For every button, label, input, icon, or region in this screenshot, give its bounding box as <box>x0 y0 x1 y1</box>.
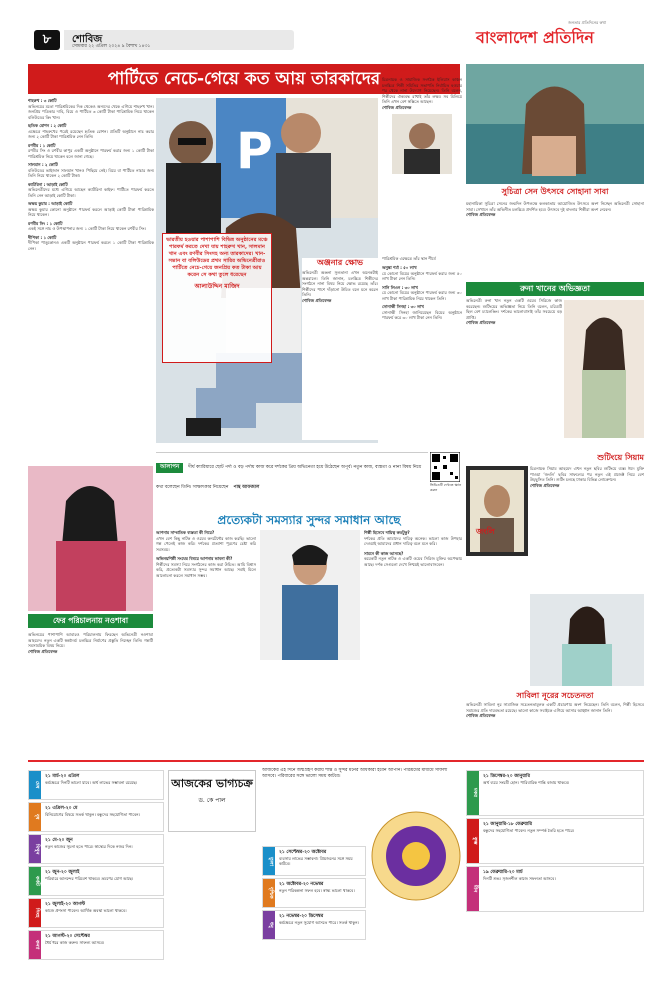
zodiac-sign-text: নতুন কাজের সূচনা হতে পারে। স্বাস্থ্যের দিকে নজর দিন। <box>45 844 133 849</box>
zodiac-sign-box <box>466 866 644 912</box>
nawshaba-photo <box>28 466 153 611</box>
zodiac-sign-name: কুম্ভ <box>467 819 479 863</box>
lead-right-item-text: সোনাক্ষী সিনহা জানিয়েছেন বিয়ের অনুষ্ঠানে পারফর্ম করে ৩০ লাখ টাকা নেন তিনি। <box>382 309 462 320</box>
interview-a2: শিল্পীদের সমস্যা নিয়ে সংগঠনের কাজ করা উচিত। আমি বিশ্বাস করি, প্রত্যেকটা সমস্যার সুন্দর সমাধান আছে। সবাই মিলে আলোচনা করলে সমাধান সম্ভব। <box>156 561 256 578</box>
interview-intro-text: দীর্ঘ ক্যারিয়ারে ছোট পর্দা ও বড় পর্দায় কাজ করে দর্শকের প্রিয় অভিনেতা হয়ে উঠেছেন অপূর্ব। নতুন কাজ, ব্যস্ততা ও নানা বিষয় নিয়ে কথা বলেছেন তিনি। সাক্ষাৎকার নিয়েছেন <box>156 465 422 490</box>
page-number-badge <box>34 30 60 50</box>
interview-q2: অভিনয়শিল্পী সংঘের বিষয়ে আপনার ভাবনা কী? <box>156 556 233 561</box>
siam-poster-title: জংলি <box>476 527 495 536</box>
zodiac-sign-box <box>262 910 366 940</box>
nawshaba-credit: শোবিজ প্রতিবেদক <box>28 648 58 654</box>
sabila-story <box>466 702 644 754</box>
lead-right-item-label: সোনাক্ষী সিনহা : ৩০ লাখ <box>382 304 424 309</box>
masthead-logo <box>476 20 646 54</box>
lead-item-text: অভিনেত্রীদের মধ্যে এগিয়ে আছেন ক্যাটরিনা কাইফ। পার্টিতে পারফর্ম করতে তিনি নেন আড়াই কোটি টাকা। <box>28 187 154 198</box>
zodiac-sign-text: অর্থ ব্যয়ে সংযমী হোন। পারিবারিক শান্তি বজায় থাকবে। <box>483 780 570 785</box>
interview-q4: সামনে কী কাজ আসছে? <box>364 550 404 556</box>
suchitra-photo <box>466 64 644 184</box>
zodiac-sign-box <box>262 878 366 908</box>
lead-item <box>28 143 154 160</box>
zodiac-sign-name: মিথুন <box>29 835 41 863</box>
section-tab <box>64 30 294 50</box>
interview-intro <box>156 452 428 514</box>
lead-item-label: সালমান : ২ কোটি <box>28 162 58 167</box>
anjana-credit: শোবিজ প্রতিবেদক <box>302 297 332 303</box>
lead-item-label: অক্ষয় কুমার : আড়াই কোটি <box>28 201 73 206</box>
interview-a1: এখন বেশ কিছু নাটক ও ওয়েব কনটেন্টের কাজ করছি। ভালো গল্প পেলেই কাজ করি। দর্শকের প্রত্যাশা পূরণের চেষ্টা করি সবসময়। <box>156 535 256 552</box>
zodiac-sign-text: কাজে প্রশংসা পাবেন। আর্থিক অবস্থা ভালো থাকবে। <box>45 908 127 913</box>
ilias-photo <box>392 114 452 174</box>
zodiac-sign-text: কর্মক্ষেত্রে নতুন সুযোগ আসতে পারে। সতর্ক থাকুন। <box>279 920 359 925</box>
lead-right-items <box>382 265 462 321</box>
lead-byline: আলাউদ্দিন মাজিদ <box>194 283 240 290</box>
section-name: শোবিজ <box>72 34 103 45</box>
lead-right-item-label: সানি লিওন : ৩০ লাখ <box>382 284 418 290</box>
zodiac-sign-date: ২১ জুন-২০ জুলাই <box>45 870 80 875</box>
interview-col-3 <box>364 530 462 754</box>
lead-right-column <box>382 256 462 441</box>
siam-credit: শোবিজ প্রতিবেদক <box>530 482 560 488</box>
zodiac-sign-name: মকর <box>467 771 479 815</box>
suchitra-title: সুচিত্রা সেন উৎসবে সোহানা সাবা <box>501 187 609 196</box>
ilias-text: চিত্রনায়ক ও সামাজিক সংগঠক ইলিয়াস কাঞ্চন চলচ্চিত্র শিল্পী সমিতির সভাপতি নির্বাচিত হওয়ার পর থেকে নানা উদ্যোগ নিয়েছেন। তিনি বলেন, শিল্পীদের ঐক্যবদ্ধ রাখাই তাঁর লক্ষ্য। সব মিলিয়ে তিনি এখন বেশ স্বস্তিতে আছেন। <box>382 77 462 104</box>
siam-title: শুটিংয়ে সিয়াম <box>597 453 644 462</box>
anjana-story-visible <box>302 258 378 440</box>
siam-text: চিত্রনায়ক সিয়াম আহমেদ এখন নতুন ছবির শুটিংয়ে ব্যস্ত। ঈদে মুক্তি পাওয়া ‘জংলি’ ছবির সাফল্যের পর নতুন এই প্রজেক্ট নিয়ে বেশ উচ্ছ্বসিত তিনি। শুটিং চলছে ঢাকার বিভিন্ন লোকেশনে। <box>530 466 644 482</box>
zodiac-sign-name: মেষ <box>29 771 41 799</box>
lead-items <box>28 98 154 251</box>
page-number: ৮ <box>42 32 52 47</box>
zodiac-sign-text: বন্ধুদের সহযোগিতা পাবেন। নতুন সম্পর্ক তৈরি হতে পারে। <box>483 828 575 833</box>
zodiac-sign-box <box>28 770 164 800</box>
nawshaba-title: ফের পরিচালনায় নওশাবা <box>52 616 129 625</box>
lead-item <box>28 123 154 140</box>
lead-item-label: রণবীর সিং : ১ কোটি <box>28 220 63 226</box>
qr-code-icon[interactable] <box>430 452 460 482</box>
lead-overlay: ভারতীয় হওয়ার পাশাপাশি বিভিন্ন অনুষ্ঠানের মঞ্চে পারফর্ম করতে দেখা যায় শাহরুখ খান, সালমান খান এবং রণবীর সিংসহ অন্য তারকাদের। খান-সন্তান বা বলিউডের প্রথম সারির অভিনেত্রীরাও পার্টিতে নেচে-গেয়ে জনপ্রিয় কত টাকা আয় করেন সে কথা তুলে ধরেছেন <box>166 237 268 278</box>
lead-item-text: এক্ষেত্রে শাহরুখের পরেই রয়েছেন হৃতিক রোশন। প্রতিটি অনুষ্ঠানে নাচ করার জন্য ২ কোটি টাকা পারিশ্রমিক নেন তিনি। <box>28 128 154 139</box>
sabila-title: সাবিলা নূরের সচেতনতা <box>516 691 594 700</box>
logo-text: বাংলাদেশ প্রতিদিন <box>476 28 594 47</box>
lead-item-label: দীপিকা : ১ কোটি <box>28 234 57 240</box>
nawshaba-text: অভিনয়ের পাশাপাশি আবারও পরিচালনায় ফিরছেন অভিনেত্রী নওশাবা আহমেদ। নতুন একটি স্বল্পদৈর্ঘ্য চলচ্চিত্র নির্মাণের প্রস্তুতি নিচ্ছেন তিনি। গল্পটি সমসাময়িক বিষয় নিয়ে। <box>28 632 153 648</box>
ilias-credit: শোবিজ প্রতিবেদক <box>382 104 412 110</box>
zodiac-sign-name: বৃশ্চিক <box>263 879 275 907</box>
logo-tagline: জনতার প্রতিদিনের কথা <box>568 20 606 25</box>
lead-item <box>28 221 154 232</box>
suchitra-story <box>466 186 644 286</box>
zodiac-sign-name: ধনু <box>263 911 275 939</box>
suchitra-text: মহানায়িকা সুচিত্রা সেনের জন্মদিন উপলক্ষে কলকাতায় আয়োজিত উৎসবে অংশ নিচ্ছেন অভিনেত্রী সোহানা সাবা। সেখানে তাঁর অভিনীত চলচ্চিত্র প্রদর্শিত হবে। উৎসবে দুই বাংলার শিল্পীরা অংশ নেবেন। <box>466 201 644 212</box>
horoscope-intro-text: আজকের এই দিনে জন্মগ্রহণ করায় শান্ত ও সুন্দর মনের অধিকারী হবেন আপনি। পরিশ্রমের মাধ্যমে সাফল্য আসবে। পরিবারের সঙ্গে ভালো সময় কাটবে। <box>262 768 448 779</box>
zodiac-sign-box <box>466 818 644 864</box>
date-line: সোমবার ২২ এপ্রিল ২০২৪ ৯ বৈশাখ ১৪৩১ <box>72 44 151 49</box>
interview-headline: প্রত্যেকটা সমস্যার সুন্দর সমাধান আছে <box>217 513 401 527</box>
lead-item-text: অভিনয়ের মতো পারিশ্রমিকের দিক থেকেও অন্যদের থেকে এগিয়ে শাহরুখ খান। জনপ্রিয় পত্রিকার দাবি, বিয়ে ও পার্টিতে ৩ কোটি টাকা পারিশ্রমিক নিয়ে থাকেন বলিউডের কিং খান। <box>28 103 154 120</box>
interview-a4: কয়েকটি নতুন নাটক ও একটি ওয়েব সিরিজ মুক্তির অপেক্ষায় আছে। দর্শক সেগুলো দেখে নিশ্চয়ই ভালোবাসবেন। <box>364 556 462 567</box>
lead-headline: পার্টিতে নেচে-গেয়ে কত আয় তারকাদের <box>107 69 381 89</box>
zodiac-sign-date: ২১ এপ্রিল-২০ মে <box>45 806 78 811</box>
zodiac-sign-name: কর্কট <box>29 867 41 895</box>
svg-text:P: P <box>236 122 273 180</box>
ilias-title: ইলিয়াস কাঞ্চনের স্বস্তি <box>386 64 458 73</box>
zodiac-sign-date: ১৯ ফেব্রুয়ারি-২০ মার্চ <box>483 870 523 875</box>
sabila-photo <box>530 594 644 686</box>
interview-col-1 <box>156 530 256 754</box>
zodiac-sign-date: ২১ মে-২০ জুন <box>45 838 73 843</box>
lead-item-label: শাহরুখ : ৩ কোটি <box>28 98 57 103</box>
zodiac-sign-box <box>28 834 164 864</box>
lead-item-text: বলিউডের ভাইজান সালমান খানও পিছিয়ে নেই। বিয়ে বা পার্টিতে নাচার জন্য তিনি নিয়ে থাকেন ২ কোটি টাকা। <box>28 167 154 178</box>
zodiac-sign-date: ২১ ডিসেম্বর-২০ জানুয়ারি <box>483 774 530 779</box>
runa-credit: শোবিজ প্রতিবেদক <box>466 320 496 325</box>
zodiac-sign-text: দিনটি শুভ। সৃজনশীল কাজে সফলতা আসবে। <box>483 876 556 881</box>
qr-block <box>430 452 462 502</box>
lead-right-item <box>382 304 462 321</box>
lead-right-item <box>382 285 462 302</box>
page-header <box>6 2 644 60</box>
lead-item-label: ক্যাটরিনা : আড়াই কোটি <box>28 181 68 187</box>
horoscope-author: ড. কে পাল <box>198 797 226 804</box>
zodiac-sign-date: ২১ মার্চ-২০ এপ্রিল <box>45 774 80 779</box>
zodiac-sign-text: পরিবারে আনন্দের পরিবেশ থাকবে। ভ্রমণের যোগ আছে। <box>45 876 134 881</box>
zodiac-sign-text: ধৈর্য ধরে কাজ করুন। সাফল্য আসবে। <box>45 940 105 945</box>
runa-title-bar <box>466 282 644 296</box>
sabila-credit: শোবিজ প্রতিবেদক <box>466 713 496 718</box>
anjana-title: অঞ্জনার ক্ষোভ <box>316 258 364 267</box>
lead-item-text: একই সঙ্গে নাচ ও উপস্থাপনার জন্য ১ কোটি টাকা নিয়ে থাকেন রণবীর সিং। <box>28 226 146 231</box>
zodiac-sign-name: বৃষ <box>29 803 41 831</box>
zodiac-sign-text: বিনিয়োগের বিষয়ে সতর্ক থাকুন। বন্ধুদের সহযোগিতা পাবেন। <box>45 812 141 817</box>
lead-item <box>28 182 154 199</box>
interview-byline: পান্থ আফজাল <box>233 485 260 490</box>
ilias-story <box>382 64 462 254</box>
zodiac-sign-name: সিংহ <box>29 899 41 927</box>
zodiac-sign-text: নতুন পরিকল্পনা সফল হবে। স্বাস্থ্য ভালো থাকবে। <box>279 888 355 893</box>
sabila-text: অভিনেত্রী সাবিলা নূর সামাজিক সচেতনতামূলক একটি প্রচারণায় অংশ নিয়েছেন। তিনি বলেন, শিল্পী হিসেবে সমাজের প্রতি দায়বদ্ধতা রয়েছে। ভালো কাজে সবাইকে এগিয়ে আসার আহ্বান জানান তিনি। <box>466 702 644 713</box>
interview-q3: শিল্পী হিসেবে দায়িত্ব কতটুকু? <box>364 530 410 535</box>
siam-poster <box>466 466 528 556</box>
horoscope-title-box <box>168 770 256 832</box>
interview-a3: দর্শকের প্রতি আমাদের দায়িত্ব অনেক। ভালো কাজ উপহার দেওয়াই আমাদের প্রধান দায়িত্ব বলে মনে করি। <box>364 535 462 546</box>
zodiac-sign-date: ২১ অক্টোবর-২০ নভেম্বর <box>279 882 324 887</box>
lead-item-text: রণবীর সিং ও রণবীর কাপুর একটি অনুষ্ঠানে পারফর্ম করার জন্য ১ কোটি টাকা পারিশ্রমিক নিয়ে থাকেন বলে জানা গেছে। <box>28 148 154 159</box>
interview-photo <box>260 530 360 660</box>
zodiac-sign-box <box>28 802 164 832</box>
zodiac-sign-name: মীন <box>467 867 479 911</box>
zodiac-sign-name: তুলা <box>263 847 275 875</box>
interview-q1: আপনার সাম্প্রতিক ব্যস্ততা কী নিয়ে? <box>156 530 215 535</box>
lead-item <box>28 98 154 120</box>
lead-item-text: দীপিকা পাড়ুকোনও একটি অনুষ্ঠানে পারফর্ম করলে ১ কোটি টাকা পারিশ্রমিক নেন। <box>28 240 154 251</box>
lead-item <box>28 201 154 218</box>
nawshaba-story <box>28 632 153 752</box>
lead-item-text: অক্ষয় কুমার কোনো অনুষ্ঠানে পারফর্ম করলে আড়াই কোটি টাকা পারিশ্রমিক নিয়ে থাকেন। <box>28 206 154 217</box>
suchitra-credit: শোবিজ প্রতিবেদক <box>466 212 496 217</box>
lead-item <box>28 235 154 252</box>
interview-kicker: আলাপন <box>160 464 180 470</box>
zodiac-sign-date: ২১ জুলাই-২০ আগস্ট <box>45 902 86 907</box>
zodiac-sign-box <box>28 866 164 896</box>
lead-overlay-box <box>162 233 272 363</box>
lead-right-item <box>382 265 462 282</box>
lead-photo-caption: পারিশ্রমিক এক্ষেত্রে তাঁর স্থান শীর্ষে <box>382 256 436 261</box>
runa-text: অভিনেত্রী রুনা খান নতুন একটি ওয়েব সিরিজে কাজ করেছেন। শুটিংয়ের অভিজ্ঞতা নিয়ে তিনি বলেন, চরিত্রটি ছিল বেশ চ্যালেঞ্জিং। দর্শকের ভালোবাসাই তাঁর সবচেয়ে বড় প্রাপ্তি। <box>466 298 562 320</box>
horoscope-title: আজকের ভাগ্যচক্র <box>171 777 253 790</box>
qr-caption: ভিডিওটি দেখতে স্ক্যান করুন <box>430 483 462 492</box>
interview-kicker-box <box>156 463 183 473</box>
zodiac-sign-text: কর্মক্ষেত্রে দিনটি ভালো যাবে। অর্থ লাভের সম্ভাবনা রয়েছে। <box>45 780 138 785</box>
zodiac-sign-date: ২১ জানুয়ারি-১৮ ফেব্রুয়ারি <box>483 822 532 827</box>
zodiac-sign-name: কন্যা <box>29 931 41 959</box>
runa-photo <box>564 300 644 438</box>
zodiac-sign-box <box>28 898 164 928</box>
anjana-text: অভিনেত্রী অঞ্জনা সুলতানা এখন অনেকটাই অন্তরালে। তিনি জানান, চলচ্চিত্র শিল্পীদের সংগঠনে নানা বিষয় নিয়ে ক্ষোভ রয়েছে তাঁর। শিল্পীদের পাশে দাঁড়ানো উচিত বলে মনে করেন তিনি। <box>302 270 378 297</box>
zodiac-sign-date: ২১ আগস্ট-২০ সেপ্টেম্বর <box>45 934 90 939</box>
zodiac-sign-date: ২১ সেপ্টেম্বর-২০ অক্টোবর <box>279 850 327 855</box>
zodiac-sign-box <box>466 770 644 816</box>
lead-left-column <box>28 98 154 438</box>
runa-story <box>466 298 562 438</box>
lead-item-label: রণবীর : ১ কোটি <box>28 142 56 148</box>
zodiac-sign-box <box>28 930 164 960</box>
siam-story <box>530 466 644 574</box>
lead-right-item-label: অনুষ্কা শর্মা : ৫০ লাখ <box>382 265 417 270</box>
zodiac-sign-text: ব্যবসায় লাভের সম্ভাবনা। প্রিয়জনের সঙ্গে সময় কাটবে। <box>279 856 353 866</box>
lead-item <box>28 162 154 179</box>
lead-item-label: হৃতিক রোশন : ২ কোটি <box>28 123 67 128</box>
runa-title: রুনা খানের অভিজ্ঞতা <box>520 284 590 293</box>
lead-right-item-text: যে কোনো বিয়ের অনুষ্ঠানে পারফর্ম করার জন্য ৫০ লাখ টাকা নেন তিনি। <box>382 270 462 281</box>
lead-right-item-text: যে কোনো বিয়ের অনুষ্ঠানে পারফর্ম করার জন্য ৩০ লাখ টাকা পারিশ্রমিক নিয়ে থাকেন তিনি। <box>382 290 462 301</box>
zodiac-sign-date: ২১ নভেম্বর-২০ ডিসেম্বর <box>279 914 324 919</box>
zodiac-wheel-icon <box>370 810 462 902</box>
nawshaba-title-bar <box>28 614 153 628</box>
zodiac-sign-box <box>262 846 366 876</box>
